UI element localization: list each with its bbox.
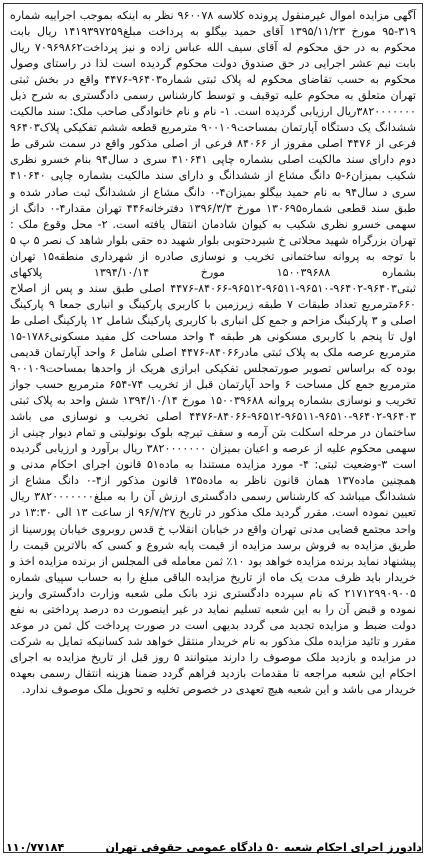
footer-signature: دادورز اجرای احکام شعبه ۵۰ دادگاه عمومی حقوقی تهران [105, 841, 422, 854]
notice-body-text: آگهی مزایده اموال غیرمنقول پرونده کلاسه ۹۶۰۰۷۸ نظر به اینکه بموجب اجراییه شماره ۳۱۹-۹۵ مورخ ۱۳۹۵/۱۱/۲۳ آقای حمید بیگلو به پرداخت مبلغ۱۴۱۹۳۹۷۲۵۹ ریال بابت محکوم به در حق محکوم له آقای سیف الله عباس زاده و نیز پرداخت۷۰۹۶۹۸۶۲ ریال بابت نیم عشر اجرایی در حق صندوق دولت محکوم گردیده است لذا در راستای وصول محکوم به حسب تقاضای محکوم له پلاک ثبتی شماره۹۶۴۰۳-۴۴۷۶ واقع در بخش ثبتی تهران متعلق به محکوم علیه توقیف و توسط کارشناس رسمی دادگستری به شرح ذیل ۳۸۲۰۰۰۰۰۰۰ریال ارزیابی گردیده است. ۱- نام و نام خانوادگی صاحب ملک: سند مالکیت ششدانگ یک دستگاه آپارتمان بمساحت۹۰۰۱۰۹ مترمربع قطعه ششم تفکیکی پلاک۹۶۴۰۳ فرعی از ۴۴۷۶ اصلی مفروز از ۸۴۰۶۶ فرعی از اصلی مذکور واقع در سمت شرقی ط دوم دارای سند مالکیت اصلی بشماره چاپی ۴۱۰۶۴۱ سری د سال۹۴ بنام خسرو نظری شکیب بمیزان۶-۵ دانگ مشاع از ششدانگ و دارای سند مالکیت بشماره چاپی ۴۱۰۶۴۰ سری د سال۹۴ به نام حمید بیگلو بمیزان۴-۰ دانگ مشاع از ششدانگ ثبت صادر شده و طبق سند قطعی شماره۱۳۰۶۹۵ مورخ ۱۳۹۶/۳/۳ دفترخانه۴۴۶ تهران مقدار۴-۰ دانگ از سهمی خسرو نظری شکیب به کیوان شادمان انتقال یافته است. ۲- محل وقوع ملک : تهران بزرگراه شهید محلاتی خ شیردحتوبی بلوار شهید ده حقی بلوار شاهد ک نصر ۵ پ ۵ با توجه به پروانه ساختمانی تخریب و نوسازی صادره از شهرداری منطقه۱۵ تهران بشماره ۱۵۰۰۳۹۶۸۸ مورخ ۱۳۹۴/۱۰/۱۴ پلاکهای ثبتی۹۶۴۰۳-۹۶۴۰۲-۹۶۵۱۰-۹۶۵۱۱-۹۶۵۱۲-۸۴۰۶۶-۴۴۷۶ اصلی طبق سند و پس از اصلاح ۶۶۰مترمربع تعداد طبقات ۷ طبقه زیرزمین با کاربری پارکینگ و انباری جمعا ۹ پارکینگ اصلی و ۳ پارکینگ مزاحم و جمع کل انباری با کاربری پارکینگ شامل ۱۲ پارکینگ اصلی ط اول تا پنجم با کاربری مسکونی هر طبقه ۴ واحد مساحت کل مفید مسکونی۱۷۸۶-۱۵ مترمربع عرصه ملک به پلاک ثبتی مادر۸۴۰۶۶-۴۴۷۶ اصلی شامل ۶ واحد آپارتمان قدیمی بوده که براساس تصویر صورتمجلس تفکیکی ابرازی هریک از واحدها بمساحت۹۰۰۱۰۹ مترمربع جمع کل مساحت ۶ واحد آپارتمان قبل از تخریب ۷۴-۶۵۴ مترمربع حسب جواز تخریب و نوسازی بشماره پروانه ۱۵۰۰۳۹۶۸۸ مورخ ۱۳۹۴/۱۰/۱۴ شش واحد به پلاک ثبتی ۹۶۴۰۳-۹۶۴۰۲-۹۶۵۱۰-۹۶۵۱۱-۹۶۵۱۲-۸۴۰۶۶-۴۴۷۶ اصلی تخریب و نوسازی می باشد ساختمان در مرحله اسکلت بتن آرمه و سقف تیرچه بلوک بونولیتی و تمام دیوار چینی از سهمی محکوم علیه از عرصه و اعیان بمیزان ۳۸۲۰۰۰۰۰۰۰ ریال برآورد و ارزیابی گردیده است ۳-وضعیت ثبتی: ۴- مورد مزایده مستندا به ماده۵۱ قانون اجرای احکام مدنی و همچنین ماده۱۳۷ همان قانون ناظر به ماده۱۳۵ قانون مذکور از۴-۰ دانگ مشاع از ششدانگ میباشد که کارشناس رسمی دادگستری ارزش آن را به مبلغ۳۸۲۰۰۰۰۰۰۰ ریال تعیین نموده است. مقرر گردید ملک مذکور در تاریخ ۹۶/۷/۲۷ از ساعت ۱۳ الی ۱۳:۳۰ در واحد مجتمع قضایی مدنی تهران واقع در خیابان انقلاب خ قدس روبروی خیابان پورسینا از طریق مزایده به فروش برسد مزایده از قیمت پایه شروع و کسی که بالاترین قیمت را پیشنهاد نماید برنده مزایده خواهد بود ۱۰٪ ثمن معامله فی المجلس از برنده مزایده اخذ و خریدار باید ظرف مدت یک ماه از تاریخ مزایده الباقی مبلغ را به حساب سپیای شماره ۲۱۷۱۲۹۹۰۹۰۰۵ که نام سپرده دادگستری نزد بانک ملی شعبه وزارت دادگستری واریز نموده و قبض آن را به این شعبه تسلیم نماید در غیر اینصورت ده درصد پرداختی به نفع دولت ضبط و مزایده تجدید می گردد بدیهی است در صورت پرداخت کل ثمن در موعد مقرر و تائید مزایده ملک مذکور به نام خریدار منتقل خواهد شد کسانیکه تمایل به شرکت در مزایده و بازدید ملک موصوف را دارند میتوانند ۵ روز قبل از تاریخ مزایده به اجرای احکام این شعبه مراجعه تا مقدمات بازدید فراهم گردد ضمنا هزینه انتقال رسمی بعهده خریدار می باشد و این شعبه هیچ تعهدی در خصوص تخلیه و تحویل ملک موصوف ندارد. [10, 9, 417, 696]
notice-footer [6, 840, 422, 856]
footer-code: ۱۱۰/۷۷۱۸۴ [6, 841, 65, 854]
legal-notice [3, 3, 423, 853]
